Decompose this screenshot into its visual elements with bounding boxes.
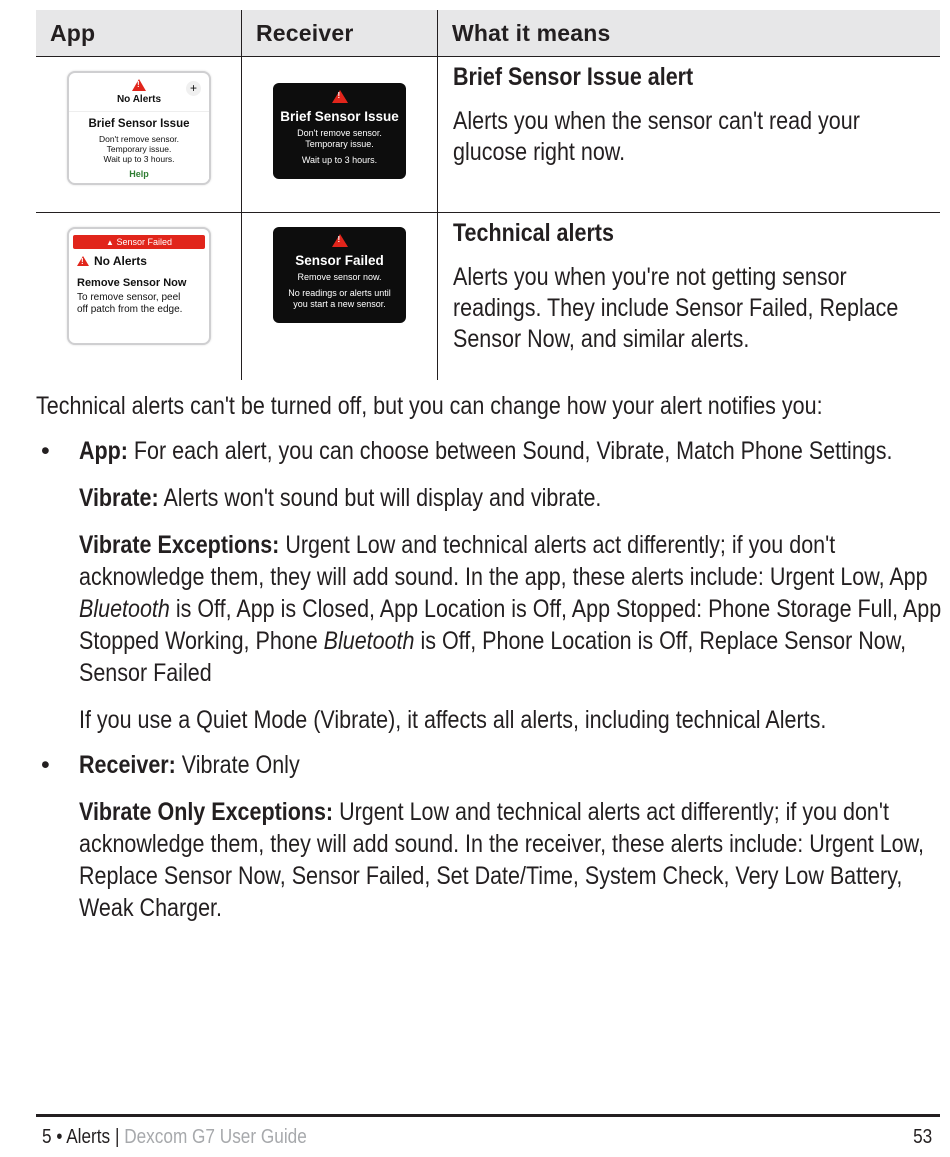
- app-alert-line: Temporary issue.: [106, 144, 172, 154]
- app-cell: [36, 213, 242, 380]
- warning-triangle-icon: [332, 234, 348, 247]
- page-number: 53: [912, 1126, 932, 1148]
- app-alert-line: Don't remove sensor.: [98, 134, 180, 144]
- receiver-alert-line: Don't remove sensor.: [297, 128, 382, 138]
- app-alert-screenshot: [67, 227, 211, 345]
- app-status: No Alerts: [116, 94, 162, 105]
- alerts-table: [36, 10, 940, 380]
- meaning-title: Technical alerts: [453, 219, 614, 247]
- table-header: [36, 10, 940, 57]
- footer-chapter: 5 • Alerts | Dexcom G7 User Guide: [42, 1126, 307, 1148]
- app-alert-title: Brief Sensor Issue: [88, 118, 190, 130]
- help-link: Help: [129, 169, 149, 179]
- bullet-app: [36, 435, 950, 736]
- app-alert-line: To remove sensor, peel: [77, 292, 181, 303]
- intro-paragraph: Technical alerts can't be turned off, but you can change how your alert notifies you:: [36, 392, 823, 420]
- warning-triangle-icon: [332, 90, 348, 103]
- warning-triangle-icon: [132, 79, 146, 91]
- receiver-cell: [242, 213, 438, 380]
- header-receiver: Receiver: [242, 10, 438, 56]
- meaning-description: Alerts you when you're not getting sensor readings. They include Sensor Failed, Replace Sensor Now, and similar alerts.: [453, 263, 899, 353]
- app-paragraph: App: For each alert, you can choose between Sound, Vibrate, Match Phone Settings.: [79, 437, 893, 465]
- receiver-alert-title: Sensor Failed: [295, 253, 384, 268]
- receiver-alert-line: Remove sensor now.: [297, 272, 382, 282]
- receiver-alert-screenshot: [273, 227, 406, 323]
- warning-triangle-icon: [77, 256, 89, 266]
- receiver-alert-line: No readings or alerts until: [288, 288, 391, 298]
- receiver-paragraph: Receiver: Vibrate Only: [79, 751, 300, 779]
- meaning-cell: [438, 213, 940, 380]
- receiver-alert-line: Temporary issue.: [305, 139, 374, 149]
- app-cell: [36, 57, 242, 212]
- receiver-alert-screenshot: [273, 83, 406, 179]
- body-text: [36, 390, 950, 924]
- app-status: No Alerts: [94, 254, 147, 268]
- table-row: [36, 213, 940, 380]
- bullet-dot-icon: •: [41, 751, 50, 779]
- bullet-dot-icon: •: [41, 437, 50, 465]
- plus-icon: +: [186, 81, 201, 96]
- meaning-title: Brief Sensor Issue alert: [453, 63, 694, 91]
- vibrate-only-exceptions-paragraph: Vibrate Only Exceptions: Urgent Low and technical alerts act differently; if you don't acknowledge them, they will add sound. In the receiver, these alerts include: Urgent Low, Replace Sensor Now, Sensor Failed, Set Date/Time, System Check, Very Low Battery, Weak Charger.: [79, 798, 924, 922]
- vibrate-paragraph: Vibrate: Alerts won't sound but will display and vibrate.: [79, 484, 602, 512]
- app-alert-line: Wait up to 3 hours.: [103, 154, 175, 164]
- header-app: App: [36, 10, 242, 56]
- footer-rule: [36, 1114, 940, 1117]
- receiver-cell: [242, 57, 438, 212]
- meaning-description: Alerts you when the sensor can't read your glucose right now.: [453, 107, 860, 166]
- app-alert-line: off patch from the edge.: [77, 304, 183, 315]
- bullet-receiver: [36, 749, 950, 924]
- receiver-alert-line: you start a new sensor.: [293, 299, 386, 309]
- header-meaning: What it means: [452, 20, 611, 46]
- app-alert-screenshot: [67, 71, 211, 185]
- app-alert-title: Remove Sensor Now: [77, 277, 187, 289]
- table-row: [36, 57, 940, 213]
- receiver-alert-title: Brief Sensor Issue: [280, 109, 399, 124]
- vibrate-exceptions-paragraph: Vibrate Exceptions: Urgent Low and technical alerts act differently; if you don't acknowledge them, they will add sound. In the app, these alerts include: Urgent Low, App Bluetooth is Off, App is Closed, App Location is Off, App Stopped: Phone Storage Full, App Stopped Working, Phone Bluetooth is Off, Phone Location is Off, Replace Sensor Now, Sensor Failed: [79, 531, 942, 687]
- meaning-cell: [438, 57, 940, 212]
- quiet-mode-paragraph: If you use a Quiet Mode (Vibrate), it affects all alerts, including technical Alerts.: [79, 706, 827, 734]
- receiver-alert-line: Wait up to 3 hours.: [301, 155, 378, 165]
- sensor-failed-banner: ▲ Sensor Failed: [73, 235, 205, 249]
